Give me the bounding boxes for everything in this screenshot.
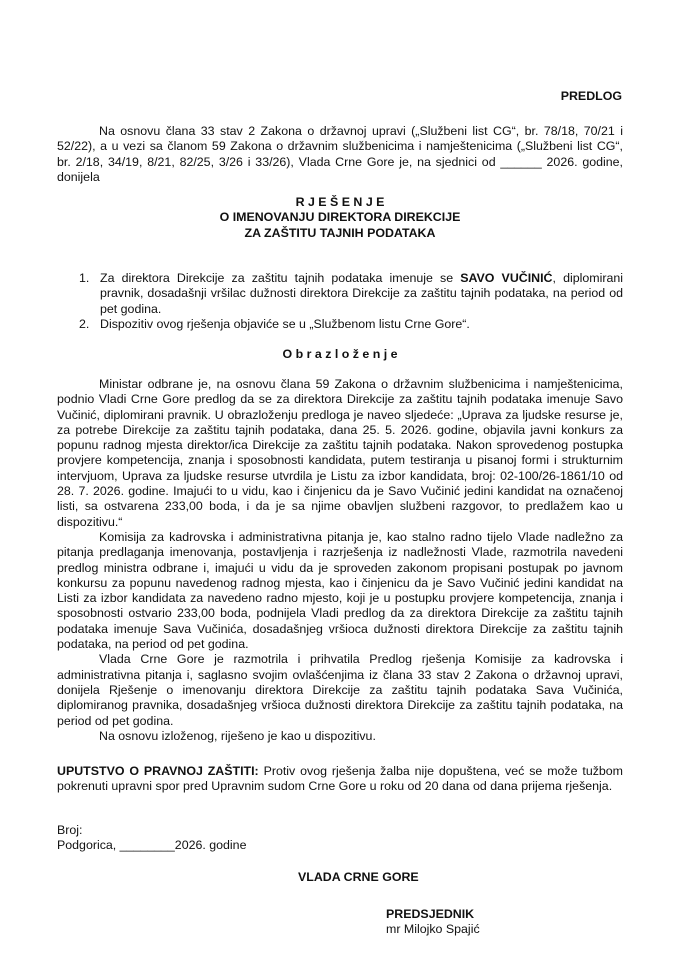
list-item-text-rest: , diplomirani pravnik, dosadašnji vršilac dužnosti direktora Direkcije za zaštitu tajnih podataka, na period od pet godina. [100, 271, 623, 316]
legal-remedy-label: UPUTSTVO O PRAVNOJ ZAŠTITI: [57, 764, 259, 778]
reasoning-paragraph-1: Ministar odbrane je, na osnovu člana 59 Zakona o državnim službenicima i namještenicima, podnio Vladi Crne Gore predlog da se za direktora Direkcije za zaštitu tajnih podataka imenuje Savo Vučinić, diplomirani pravnik. U obrazloženju predloga je naveo sljedeće: „Uprava za ljudske resurse je, za potrebe Direkcije za zaštitu tajnih podataka, dana 25. 5. 2026. godine, objavila javni konkurs za popunu radnog mjesta direktor/ica Direkcije za zaštitu tajnih podataka. Nakon sprovedenog postupka provjere kompetencija, znanja i sposobnosti kandidata, putem testiranja u pisanoj formi i strukturnim intervjuom, Uprava za ljudske resurse utvrdila je Listu za izbor kandidata, broj: 02-100/26-1861/10 od 28. 7. 2026. godine. Imajući to u vidu, kao i činjenicu da je Savo Vučinić jedini kandidat na označenoj listi, sa ostvarena 233,00 boda, i da je sa njime obavljen službeni razgovor, to predlažem kao u dispozitivu.“ [57, 377, 623, 529]
reasoning-paragraph-3: Vlada Crne Gore je razmotrila i prihvatila Predlog rješenja Komisije za kadrovska i administrativna pitanja i, saglasno svojim ovlašćenjima iz člana 33 stav 2 Zakona o državnoj upravi, donijela Rješenje o imenovanju direktora Direkcije za zaštitu tajnih podataka Sava Vučinića, diplomiranog pravnika, dosadašnjeg vršioca dužnosti direktora Direkcije za zaštitu tajnih podataka, na period od pet godina. [57, 652, 623, 728]
list-item [57, 271, 623, 317]
title-line-2: O IMENOVANJU DIREKTORA DIREKCIJE [219, 210, 461, 225]
reference-number: Broj: [57, 823, 83, 837]
list-item-number: 1. [79, 271, 90, 285]
legal-remedy-paragraph [57, 764, 623, 795]
disposition-list [57, 271, 623, 332]
proposal-label: PREDLOG [560, 89, 622, 103]
appointee-name: SAVO VUČINIĆ [460, 271, 553, 285]
preamble-paragraph: Na osnovu člana 33 stav 2 Zakona o državnoj upravi („Službeni list CG“, br. 78/18, 70/21 i 52/22), a u vezi sa članom 59 Zakona o državnim službenicima i namještenicima („Službeni list CG“, br. 2/18, 34/19, 8/21, 82/25, 3/26 i 33/26), Vlada Crne Gore je, na sjednici od ______ 2026. godine, donijela [57, 124, 623, 184]
president-name: mr Milojko Spajić [386, 922, 480, 937]
issuing-authority: VLADA CRNE GORE [298, 870, 419, 884]
title-line-1: R J E Š E N J E [295, 195, 385, 209]
president-title: PREDSJEDNIK [386, 907, 475, 921]
list-item-text: Za direktora Direkcije za zaštitu tajnih podataka imenuje se [100, 271, 461, 285]
list-item-text: Dispozitiv ovog rješenja objaviće se u „Službenom listu Crne Gore“. [100, 316, 470, 331]
signature-block [57, 823, 623, 854]
reasoning-heading: O b r a z l o ž e n j e [282, 347, 398, 361]
reasoning-body [57, 377, 623, 744]
legal-remedy-text: Protiv ovog rješenja žalba nije dopuštena, već se može tužbom pokrenuti upravni spor pred Upravnim sudom Crne Gore u roku od 20 dana od dana prijema rješenja. [57, 764, 624, 794]
place-and-date: Podgorica, ________2026. godine [57, 838, 247, 853]
document-title [57, 195, 623, 241]
list-item-number: 2. [79, 316, 90, 331]
title-line-3: ZA ZAŠTITU TAJNIH PODATAKA [244, 225, 436, 240]
president-signature [386, 907, 480, 938]
reasoning-paragraph-4: Na osnovu izloženog, riješeno je kao u dispozitivu. [99, 728, 376, 743]
reasoning-paragraph-2: Komisija za kadrovska i administrativna pitanja je, kao stalno radno tijelo Vlade nadležno za pitanja predlaganja imenovanja, postavljenja i razrješenja iz nadležnosti Vlade, razmotrila navedeni predlog ministra odbrane i, imajući u vidu da je sproveden zakonom propisani postupak po javnom konkursu za popunu navedenog radnog mjesta, kao i činjenicu da je Savo Vučinić jedini kandidat na Listi za izbor kandidata za navedeno radno mjesto, koji je u postupku provjere kompetencija, znanja i sposobnosti ostvario 233,00 boda, podnijela Vladi predlog da za direktora Direkcije za zaštitu tajnih podataka imenuje Sava Vučinića, dosadašnjeg vršioca dužnosti direktora Direkcije za zaštitu tajnih podataka, na period od pet godina. [57, 529, 623, 652]
list-item [57, 317, 623, 332]
